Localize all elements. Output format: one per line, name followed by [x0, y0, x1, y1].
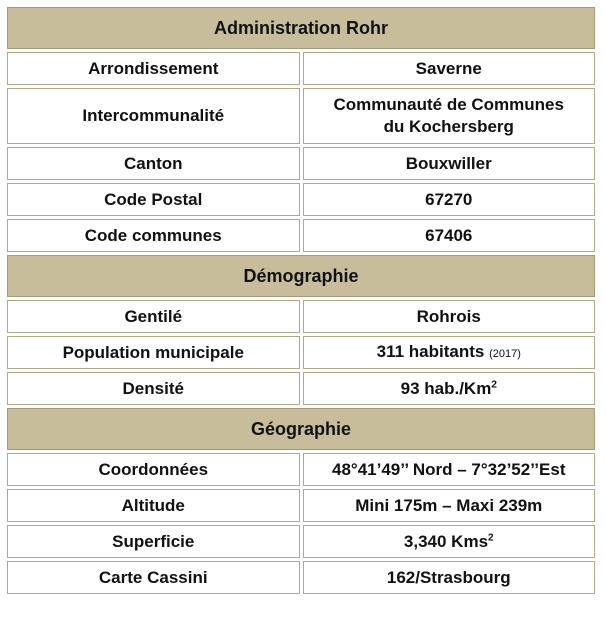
table-row [7, 453, 595, 486]
table-row [7, 219, 595, 252]
row-label: Population municipale [7, 336, 300, 369]
row-value: Bouxwiller [303, 147, 596, 180]
table-row [7, 183, 595, 216]
section-header-row [7, 255, 595, 297]
row-value-superscript: 2 [491, 378, 497, 390]
table-row [7, 336, 595, 369]
section-header-row [7, 7, 595, 49]
section-header-row [7, 408, 595, 450]
row-value-line1: Communauté de Communes [333, 95, 564, 114]
table-row [7, 52, 595, 85]
row-label: Coordonnées [7, 453, 300, 486]
info-table [4, 4, 598, 597]
table-row [7, 489, 595, 522]
row-value: 67406 [303, 219, 596, 252]
row-value-main: 3,340 Kms [403, 531, 489, 551]
row-value-main: 93 hab./Km [400, 378, 492, 398]
section-title-demographie: Démographie [7, 255, 595, 297]
row-label: Code Postal [7, 183, 300, 216]
table-row [7, 525, 595, 558]
table-row [7, 372, 595, 405]
table-row [7, 88, 595, 144]
row-label: Code communes [7, 219, 300, 252]
row-label: Altitude [7, 489, 300, 522]
row-label: Superficie [7, 525, 300, 558]
row-label: Canton [7, 147, 300, 180]
row-value: 48°41’49’’ Nord – 7°32’52’’Est [303, 453, 596, 486]
section-title-geographie: Géographie [7, 408, 595, 450]
table-row [7, 561, 595, 594]
row-label: Intercommunalité [7, 88, 300, 144]
row-value: 162/Strasbourg [303, 561, 596, 594]
row-label: Carte Cassini [7, 561, 300, 594]
row-value [303, 525, 596, 558]
row-value: 67270 [303, 183, 596, 216]
row-value [303, 372, 596, 405]
row-label: Densité [7, 372, 300, 405]
row-value-line2: du Kochersberg [383, 117, 514, 136]
row-value-superscript: 2 [488, 531, 494, 543]
row-value: Mini 175m – Maxi 239m [303, 489, 596, 522]
info-table-container [4, 4, 598, 597]
section-title-administration: Administration Rohr [7, 7, 595, 49]
row-value: Saverne [303, 52, 596, 85]
row-label: Gentilé [7, 300, 300, 333]
row-label: Arrondissement [7, 52, 300, 85]
row-value-note: (2017) [489, 347, 521, 360]
row-value [303, 88, 596, 144]
table-row [7, 147, 595, 180]
row-value [303, 336, 596, 369]
row-value-main: 311 habitants [376, 341, 485, 361]
table-row [7, 300, 595, 333]
row-value: Rohrois [303, 300, 596, 333]
